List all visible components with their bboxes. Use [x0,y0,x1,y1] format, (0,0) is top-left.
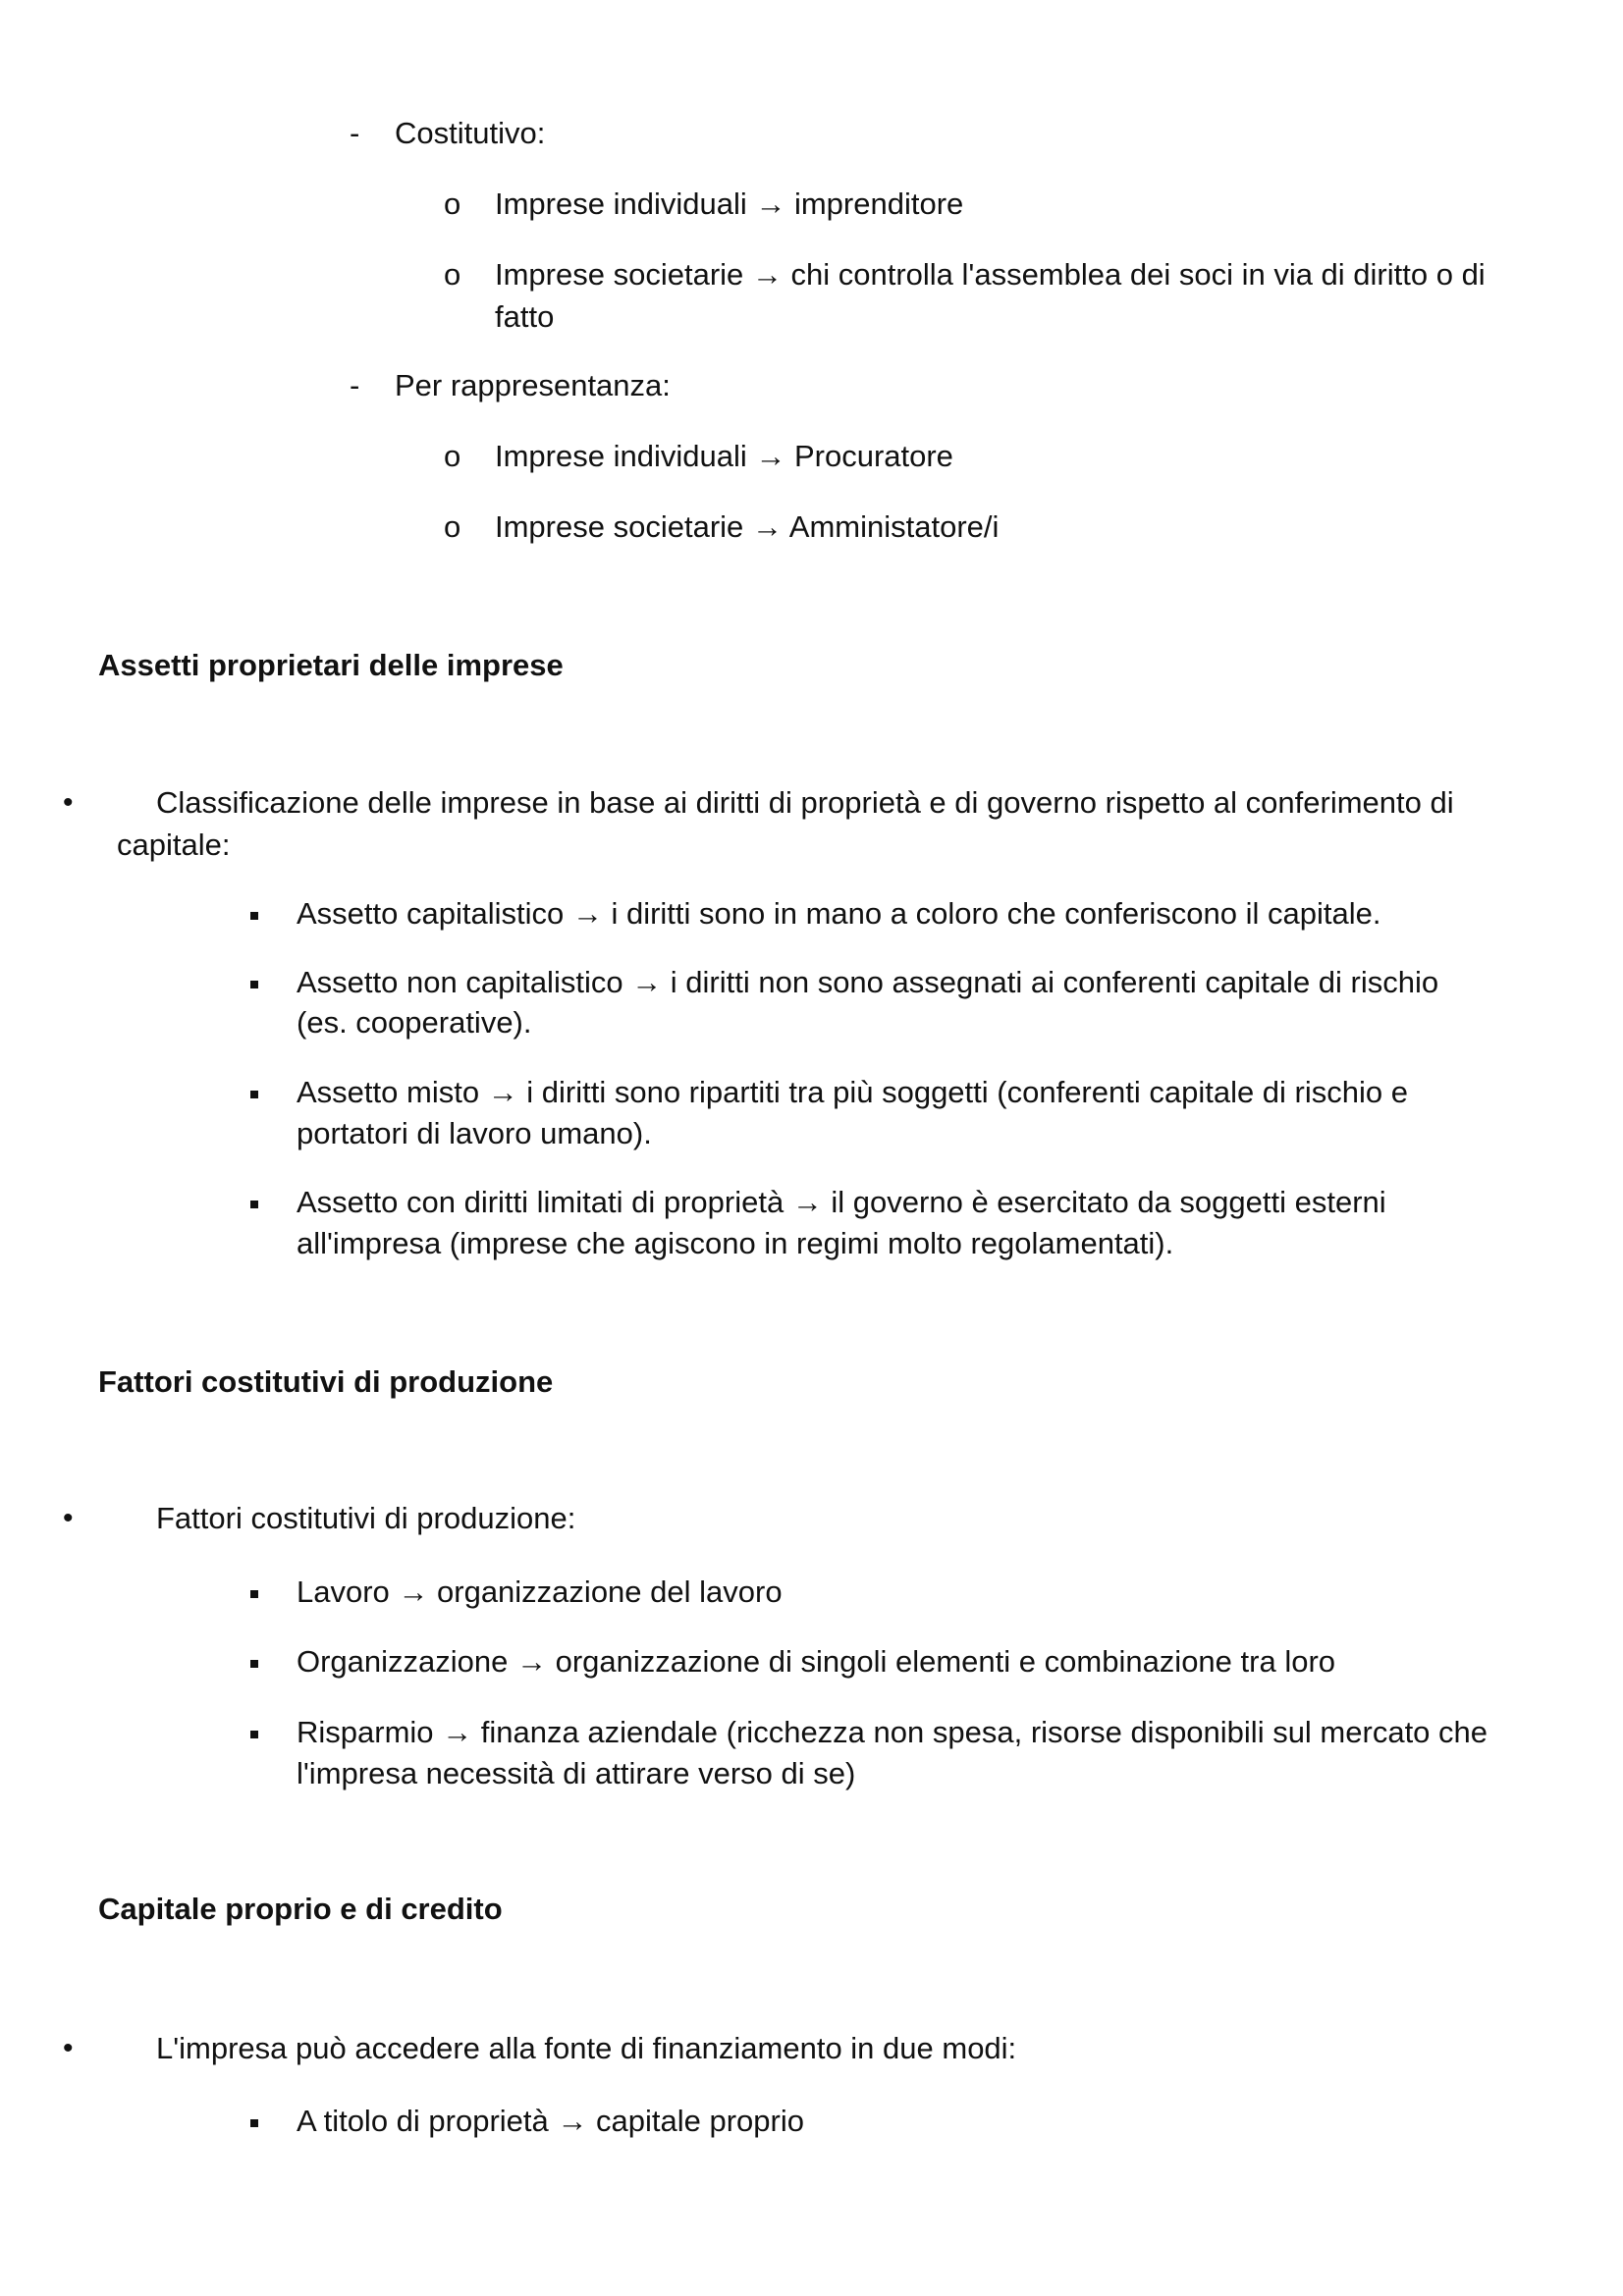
list-item-continuation: (es. cooperative). [297,1005,532,1040]
list-item: Imprese individuali → Procuratore [495,439,953,473]
section-heading: Capitale proprio e di credito [98,1892,503,1926]
bullet-text-continuation: capitale: [117,828,231,862]
square-bullet-icon [250,912,258,920]
section-heading: Fattori costitutivi di produzione [98,1364,554,1399]
square-bullet-icon [250,981,258,988]
list-item: Assetto non capitalistico → i diritti non sono assegnati ai conferenti capitale di rischio [297,965,1439,999]
circle-marker: o [444,509,461,544]
circle-marker: o [444,187,461,221]
bullet-marker: • [63,1502,74,1534]
dash-marker: - [350,368,360,402]
list-item: Assetto capitalistico → i diritti sono in mano a coloro che conferiscono il capitale. [297,896,1381,931]
list-item: A titolo di proprietà → capitale proprio [297,2104,804,2138]
bullet-text: Classificazione delle imprese in base ai diritti di proprietà e di governo rispetto al conferimento di [156,785,1454,820]
list-item: Imprese societarie → chi controlla l'assemblea dei soci in via di diritto o di [495,257,1486,292]
square-bullet-icon [250,1590,258,1598]
circle-marker: o [444,439,461,473]
list-item-continuation: l'impresa necessità di attirare verso di se) [297,1756,856,1790]
list-item: Organizzazione → organizzazione di singoli elementi e combinazione tra loro [297,1644,1336,1679]
list-item: Assetto misto → i diritti sono ripartiti tra più soggetti (conferenti capitale di rischio e [297,1075,1408,1109]
bullet-text: L'impresa può accedere alla fonte di finanziamento in due modi: [156,2031,1017,2065]
costitutivo-label: Costitutivo: [395,116,546,150]
square-bullet-icon [250,1091,258,1098]
dash-marker: - [350,116,360,150]
list-item-continuation: portatori di lavoro umano). [297,1116,652,1150]
square-bullet-icon [250,1201,258,1208]
list-item: Risparmio → finanza aziendale (ricchezza non spesa, risorse disponibili sul mercato che [297,1715,1488,1749]
square-bullet-icon [250,1660,258,1668]
rappresentanza-label: Per rappresentanza: [395,368,671,402]
square-bullet-icon [250,1731,258,1738]
list-item: Imprese individuali → imprenditore [495,187,964,221]
list-item: Lavoro → organizzazione del lavoro [297,1575,783,1609]
square-bullet-icon [250,2119,258,2127]
list-item-continuation: all'impresa (imprese che agiscono in regimi molto regolamentati). [297,1226,1174,1260]
bullet-marker: • [63,2032,74,2064]
list-item-continuation: fatto [495,299,555,334]
list-item: Imprese societarie → Amministatore/i [495,509,1000,544]
section-heading: Assetti proprietari delle imprese [98,648,564,682]
circle-marker: o [444,257,461,292]
bullet-text: Fattori costitutivi di produzione: [156,1501,576,1535]
bullet-marker: • [63,786,74,819]
list-item: Assetto con diritti limitati di proprietà → il governo è esercitato da soggetti esterni [297,1185,1386,1219]
